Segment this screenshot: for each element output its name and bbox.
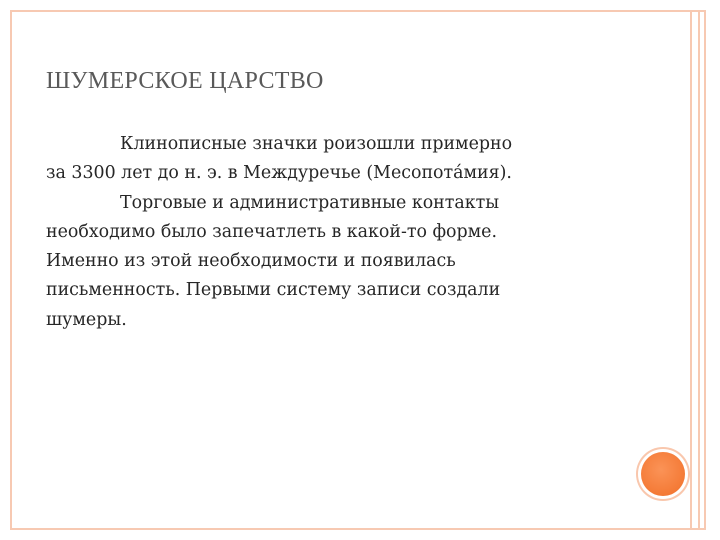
- decorative-circle: [641, 452, 685, 496]
- body-line: Клинописные значки роизошли примерно: [120, 134, 513, 154]
- slide-title: ШУМЕРСКОЕ ЦАРСТВО: [46, 68, 324, 94]
- body-line: Торговые и административные контакты: [120, 192, 500, 213]
- body-line: необходимо было запечатлеть в какой-то форме.: [46, 221, 498, 242]
- frame-right-line: [690, 10, 692, 530]
- body-line: письменность. Первыми систему записи создали: [46, 280, 501, 301]
- body-line: за 3300 лет до н. э. в Междуречье (Месопота́мия).: [46, 163, 512, 184]
- body-line: шумеры.: [46, 309, 127, 330]
- slide-body: [46, 130, 646, 335]
- body-line: Именно из этой необходимости и появилась: [46, 251, 456, 272]
- frame-right-line-outer: [698, 10, 700, 530]
